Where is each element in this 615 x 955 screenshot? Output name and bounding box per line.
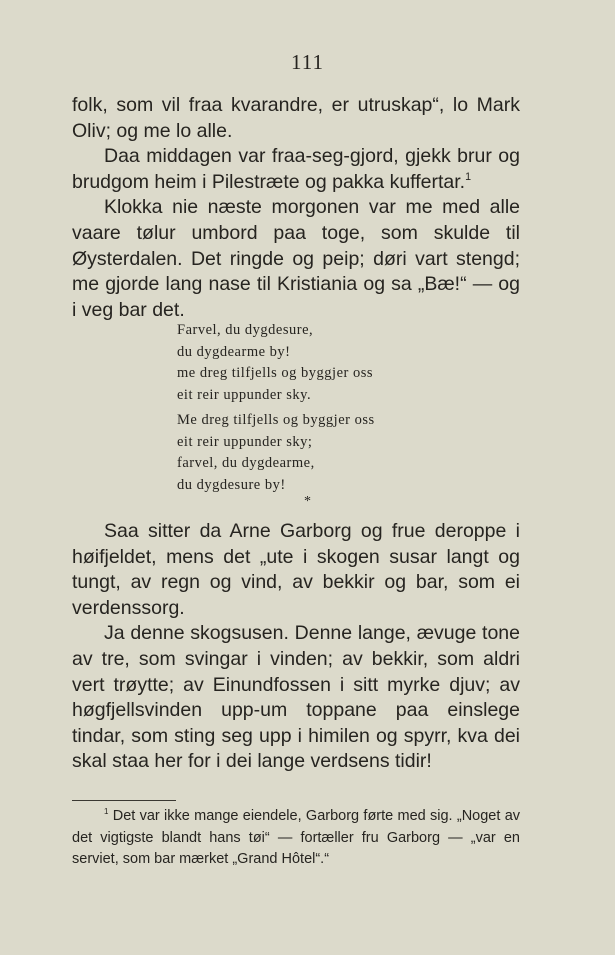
poem-line: farvel, du dygdearme, xyxy=(177,455,315,471)
poem-line: Farvel, du dygdesure, xyxy=(177,322,314,338)
poem-stanza-2 xyxy=(177,410,477,496)
paragraph: Daa middagen var fraa-seg-gjord, gjekk brur og brudgom heim i Pilestræte og pakka kuffertar.$^1$ xyxy=(72,145,520,193)
section-asterism: * xyxy=(304,494,311,509)
page-number: 111 xyxy=(291,50,324,74)
body-text-bottom xyxy=(72,519,520,775)
body-text-top xyxy=(72,93,520,323)
footnote-divider xyxy=(72,800,176,801)
poem-line: Me dreg tilfjells og byggjer oss xyxy=(177,412,375,428)
paragraph-continued: folk, som vil fraa kvarandre, er utruskap“, lo Mark Oliv; og me lo alle. xyxy=(72,94,520,142)
poem-line: me dreg tilfjells og byggjer oss xyxy=(177,365,374,381)
paragraph: Ja denne skogsusen. Denne lange, ævuge tone av tre, som svingar i vinden; av bekkir, som aldri vert trøytte; av Einundfossen i sitt myrke djuv; av høgfjellsvinden upp-um toppane paa einslege tindar, som sting seg upp i himilen og spyrr, kva dei skal staa her for i dei lange verdsens tidir! xyxy=(72,622,520,773)
footnotes xyxy=(72,806,520,871)
poem-line: du dygdearme by! xyxy=(177,343,291,360)
paragraph: Saa sitter da Arne Garborg og frue deroppe i høifjeldet, mens det „ute i skogen susar langt og tungt, av regn og vind, av bekkir og bar, som ei verdenssorg. xyxy=(72,520,520,619)
paragraph: Klokka nie næste morgonen var me med alle vaare tølur umbord paa toge, som skulde til Øysterdalen. Det ringde og peip; døri vart stengd; me gjorde lang nase til Kristiania og sa „Bæ!“ — og i veg bar det. xyxy=(72,196,520,321)
poem-line: du dygdesure by! xyxy=(177,476,286,493)
footnote-reference: 1 xyxy=(465,170,472,183)
footnote-mark: 1 xyxy=(104,807,109,817)
poem-line: eit reir uppunder sky; xyxy=(177,433,313,450)
footnote: $^1$ Det var ikke mange eiendele, Garborg førte med sig. „Noget av det vigtigste blandt hans tøi“ — fortæller fru Garborg — „var en serviet, som bar mærket „Grand Hôtel“.“ xyxy=(72,807,521,867)
poem-line: eit reir uppunder sky. xyxy=(177,386,312,403)
poem-stanza-1 xyxy=(177,320,477,406)
